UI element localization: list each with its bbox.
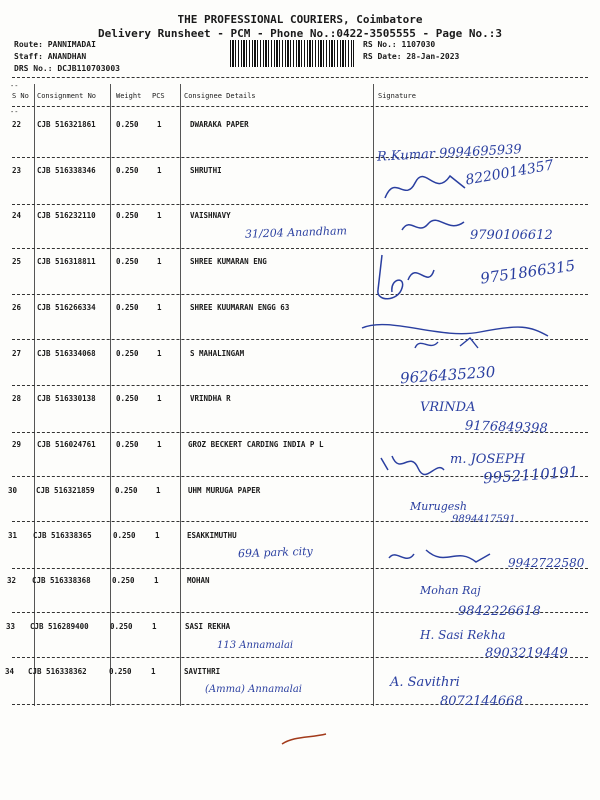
signature-scribble [378, 448, 448, 478]
row-weight: 0.250 [116, 394, 139, 403]
handwritten-name: H. Sasi Rekha [420, 628, 506, 642]
row-weight: 0.250 [116, 211, 139, 220]
col-header-consignee: Consignee Details [184, 92, 256, 100]
row-consignment: CJB 516321859 [36, 486, 95, 495]
signature-scribble [398, 212, 468, 240]
row-weight: 0.250 [116, 166, 139, 175]
row-consignment: CJB 516232110 [37, 211, 96, 220]
row-sno: 22 [12, 120, 22, 129]
row-weight: 0.250 [116, 303, 139, 312]
handwritten-name: Mohan Raj [420, 584, 481, 597]
row-consignee: VAISHNAVY [190, 211, 231, 220]
handwritten-phone: 9751866315 [479, 256, 577, 288]
handwritten-phone: 8903219449 [485, 646, 568, 661]
row-consignee: S MAHALINGAM [190, 349, 245, 358]
row-consignee: GROZ BECKERT CARDING INDIA P L [188, 440, 324, 449]
row-consignee: DWARAKA PAPER [190, 120, 249, 129]
row-sno: 30 [8, 486, 18, 495]
row-consignee: VRINDHA R [190, 394, 231, 403]
handwritten-name: VRINDA [420, 400, 476, 415]
handwritten-name: Murugesh [410, 500, 467, 513]
col-header-pcs: PCS [152, 92, 165, 100]
drs-number: DRS No.: DCJB110703003 [14, 64, 120, 73]
row-consignment: CJB 516289400 [30, 622, 89, 631]
row-sno: 25 [12, 257, 22, 266]
handwritten-phone: 9952110191 [482, 462, 579, 488]
column-header-separator [12, 106, 588, 107]
handwritten-address: 31/204 Anandham [244, 224, 348, 241]
handwritten-address: (Amma) Annamalai [205, 684, 302, 695]
row-pcs: 1 [157, 440, 162, 449]
row-consignee: SHREE KUMARAN ENG [190, 257, 267, 266]
handwritten-signature: R.Kumar 9994695939 [376, 142, 523, 165]
row-pcs: 1 [151, 667, 156, 676]
row-pcs: 1 [154, 576, 159, 585]
col-header-consignment: Consignment No [37, 92, 97, 100]
row-consignee: ESAKKIMUTHU [187, 531, 237, 540]
dash-mark: -- [10, 108, 19, 116]
row-weight: 0.250 [110, 622, 133, 631]
signature-scribble [380, 168, 470, 208]
row-pcs: 1 [157, 303, 162, 312]
row-separator [12, 568, 588, 569]
runsheet-subtitle: Delivery Runsheet - PCM - Phone No.:0422-3505555 - Page No.:3 [98, 27, 502, 40]
handwritten-phone: 9842226618 [458, 604, 541, 619]
signature-scribble [386, 544, 496, 572]
row-sno: 31 [8, 531, 18, 540]
row-weight: 0.250 [112, 576, 135, 585]
row-weight: 0.250 [109, 667, 132, 676]
row-pcs: 1 [157, 349, 162, 358]
company-title: THE PROFESSIONAL COURIERS, Coimbatore [177, 13, 423, 26]
row-weight: 0.250 [116, 120, 139, 129]
signature-scribble [360, 318, 550, 358]
handwritten-phone: 8072144668 [440, 694, 523, 709]
row-consignment: CJB 516318811 [37, 257, 96, 266]
row-weight: 0.250 [116, 349, 139, 358]
staff-label: Staff: ANANDHAN [14, 52, 87, 61]
row-pcs: 1 [155, 531, 160, 540]
row-consignee: SHREE KUUMARAN ENGG 63 [190, 303, 290, 312]
handwritten-address: 69A park city [237, 544, 313, 561]
row-sno: 32 [7, 576, 17, 585]
row-consignment: CJB 516338365 [33, 531, 92, 540]
row-consignment: CJB 516330138 [37, 394, 96, 403]
handwritten-address: 113 Annamalai [217, 640, 294, 651]
row-consignment: CJB 516338368 [32, 576, 91, 585]
row-sno: 27 [12, 349, 22, 358]
row-consignment: CJB 516338362 [28, 667, 87, 676]
handwritten-name: m. JOSEPH [450, 452, 525, 467]
row-sno: 24 [12, 211, 22, 220]
handwritten-phone: 9894417591 [452, 514, 516, 525]
row-separator [12, 385, 588, 386]
handwritten-name: A. Savithri [390, 675, 460, 690]
route-label: Route: PANNIMADAI [14, 40, 96, 49]
row-pcs: 1 [157, 120, 162, 129]
signature-scribble [368, 250, 438, 305]
row-sno: 23 [12, 166, 22, 175]
handwritten-phone: 9942722580 [508, 556, 585, 570]
dash-mark: -- [10, 82, 19, 90]
handwritten-phone: 9626435230 [399, 362, 496, 388]
col-header-sno: S No [12, 92, 29, 100]
row-separator [12, 248, 588, 249]
row-pcs: 1 [156, 486, 161, 495]
row-consignment: CJB 516321861 [37, 120, 96, 129]
row-weight: 0.250 [116, 257, 139, 266]
row-sno: 29 [12, 440, 22, 449]
row-pcs: 1 [157, 394, 162, 403]
row-consignee: SAVITHRI [184, 667, 221, 676]
pen-stroke [280, 732, 330, 748]
row-consignee: UHM MURUGA PAPER [188, 486, 261, 495]
row-consignee: SASI REKHA [185, 622, 231, 631]
row-weight: 0.250 [113, 531, 136, 540]
row-sno: 34 [5, 667, 15, 676]
row-consignee: SHRUTHI [190, 166, 222, 175]
row-pcs: 1 [157, 166, 162, 175]
row-separator [12, 204, 588, 205]
row-sno: 33 [6, 622, 16, 631]
barcode [230, 40, 354, 67]
row-pcs: 1 [152, 622, 157, 631]
row-sno: 26 [12, 303, 22, 312]
row-consignee: MOHAN [187, 576, 210, 585]
row-pcs: 1 [157, 211, 162, 220]
col-header-signature: Signature [378, 92, 416, 100]
handwritten-phone: 9790106612 [470, 228, 553, 243]
handwritten-phone: 8220014357 [464, 157, 555, 189]
row-consignment: CJB 516266334 [37, 303, 96, 312]
row-separator [12, 294, 588, 295]
row-pcs: 1 [157, 257, 162, 266]
row-sno: 28 [12, 394, 22, 403]
row-consignment: CJB 516338346 [37, 166, 96, 175]
header-separator [12, 77, 588, 78]
row-consignment: CJB 516334068 [37, 349, 96, 358]
row-weight: 0.250 [116, 440, 139, 449]
rs-date: RS Date: 28-Jan-2023 [363, 52, 460, 61]
rs-number: RS No.: 1107030 [363, 40, 436, 49]
row-consignment: CJB 516024761 [37, 440, 96, 449]
handwritten-phone: 9176849398 [464, 418, 548, 437]
col-header-weight: Weight [116, 92, 142, 100]
row-weight: 0.250 [115, 486, 138, 495]
